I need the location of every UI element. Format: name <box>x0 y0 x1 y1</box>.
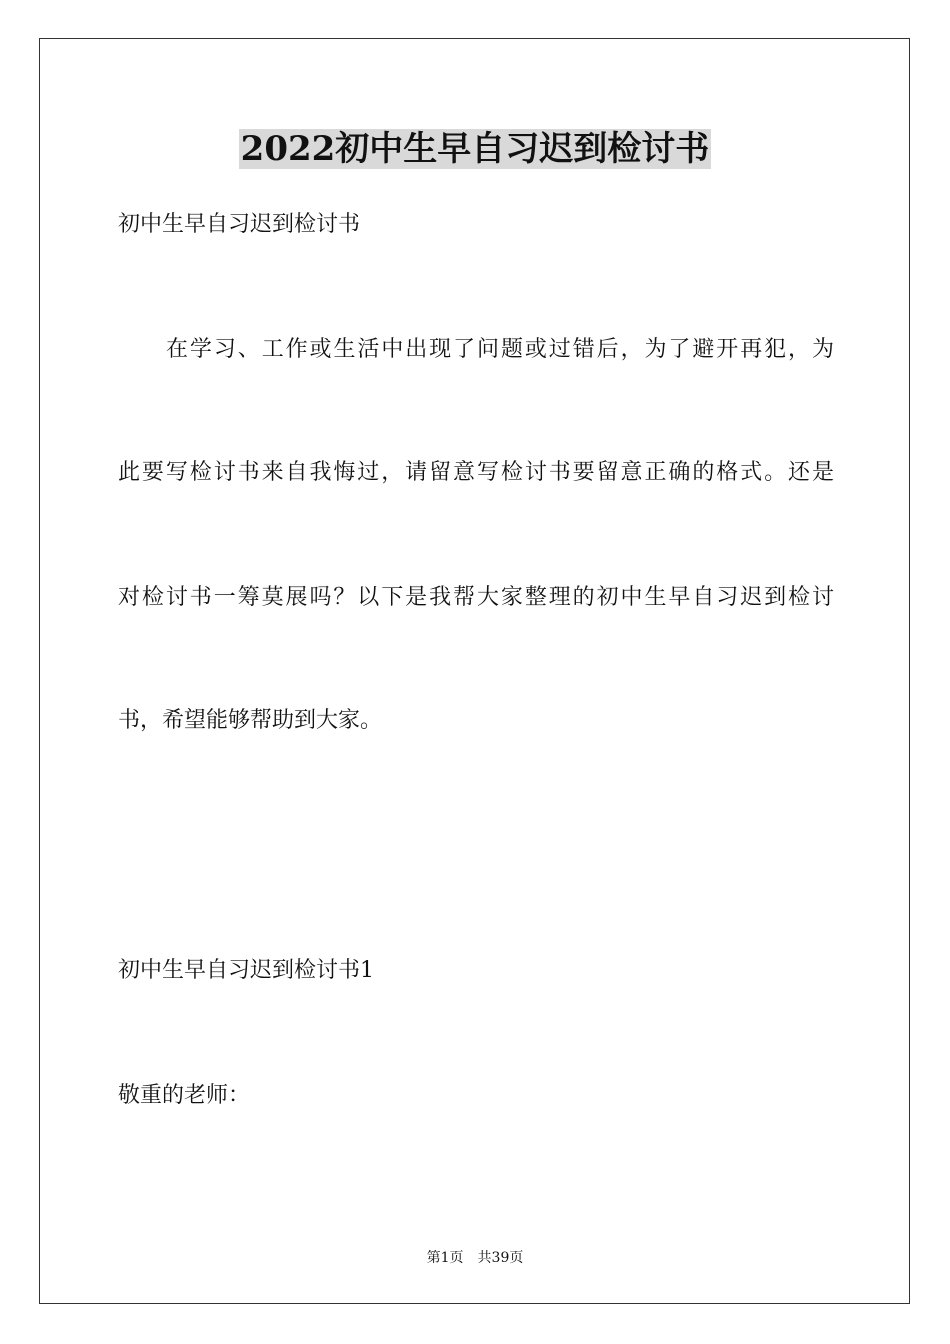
salutation: 敬重的老师： <box>118 1083 251 1108</box>
section-heading: 初中生早自习迟到检讨书1 <box>118 958 374 983</box>
intro-line-2: 此要写检讨书来自我悔过，请留意写检讨书要留意正确的格式。还是 <box>118 460 834 485</box>
intro-line-4: 书，希望能够帮助到大家。 <box>118 708 383 733</box>
document-subtitle: 初中生早自习迟到检讨书 <box>118 212 361 237</box>
document-title <box>0 125 950 173</box>
page-number-footer: 第1页 共39页 <box>426 1250 524 1266</box>
intro-line-3: 对检讨书一筹莫展吗？以下是我帮大家整理的初中生早自习迟到检讨 <box>118 585 834 610</box>
document-title-text: 2022初中生早自习迟到检讨书 <box>240 129 710 169</box>
intro-line-1: 在学习、工作或生活中出现了问题或过错后，为了避开再犯，为 <box>166 337 834 362</box>
